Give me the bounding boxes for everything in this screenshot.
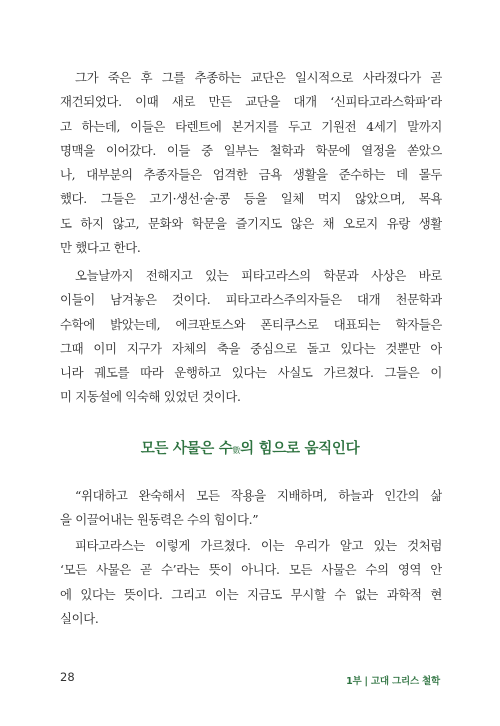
text-line: 했다. 그들은 고기·생선·술·콩 등을 일체 먹지 않았으며, 목욕 bbox=[60, 191, 442, 207]
text-line: 만 했다고 한다. bbox=[60, 240, 141, 256]
text-line: 피타고라스는 이렇게 가르쳤다. 이는 우리가 알고 있는 것처럼 bbox=[75, 538, 442, 553]
text-line: 을 이끌어내는 원동력은 수의 힘이다.” bbox=[60, 512, 259, 528]
paragraph-3 bbox=[60, 534, 442, 631]
text-line: 에 있다는 뜻이다. 그리고 이는 지금도 무시할 수 없는 과학적 현 bbox=[60, 586, 442, 602]
text-line: 수학에 밝았는데, 에크판토스와 폰티쿠스로 대표되는 학자들은 bbox=[60, 316, 442, 332]
text-line: 니라 궤도를 따라 운행하고 있다는 사실도 가르쳤다. 그들은 이 bbox=[60, 365, 442, 381]
heading-text-before: 모든 사물은 수 bbox=[140, 441, 233, 457]
text-line: 미 지동설에 익숙해 있었던 것이다. bbox=[60, 389, 241, 405]
text-line: 그때 이미 지구가 자체의 축을 중심으로 돌고 있다는 것뿐만 아 bbox=[60, 340, 442, 356]
paragraph-1 bbox=[60, 66, 442, 260]
text-line: 이들이 남겨놓은 것이다. 피타고라스주의자들은 대개 천문학과 bbox=[60, 292, 442, 308]
text-line: 그가 죽은 후 그를 추종하는 교단은 일시적으로 사라졌다가 곧 bbox=[75, 70, 442, 85]
paragraph-2 bbox=[60, 264, 442, 410]
text-line: 실이다. bbox=[60, 610, 99, 626]
section-heading bbox=[0, 437, 500, 458]
heading-text-after: 의 힘으로 움직인다 bbox=[240, 441, 360, 457]
text-line: 도 하지 않고, 문화와 학문을 즐기지도 않은 채 오로지 유랑 생활 bbox=[60, 215, 442, 231]
heading-hanja: 數 bbox=[232, 446, 241, 455]
text-line: 오늘날까지 전해지고 있는 피타고라스의 학문과 사상은 바로 bbox=[75, 268, 442, 283]
text-line: 고 하는데, 이들은 타렌트에 본거지를 두고 기원전 4세기 말까지 bbox=[60, 118, 442, 134]
running-head: 1부 | 고대 그리스 철학 bbox=[346, 676, 440, 687]
quotation bbox=[60, 484, 442, 533]
text-line: “위대하고 완숙해서 모든 작용을 지배하며, 하늘과 인간의 삶 bbox=[75, 488, 442, 503]
page-number: 28 bbox=[60, 670, 75, 684]
text-line: 재건되었다. 이때 새로 만든 교단을 대개 ‘신피타고라스학파’라 bbox=[60, 94, 442, 110]
text-line: ‘모든 사물은 곧 수’라는 뜻이 아니다. 모든 사물은 수의 영역 안 bbox=[60, 562, 442, 578]
text-line: 명맥을 이어갔다. 이들 중 일부는 철학과 학문에 열정을 쏟았으 bbox=[60, 142, 442, 158]
text-line: 나, 대부분의 추종자들은 엄격한 금욕 생활을 준수하는 데 몰두 bbox=[60, 167, 442, 183]
